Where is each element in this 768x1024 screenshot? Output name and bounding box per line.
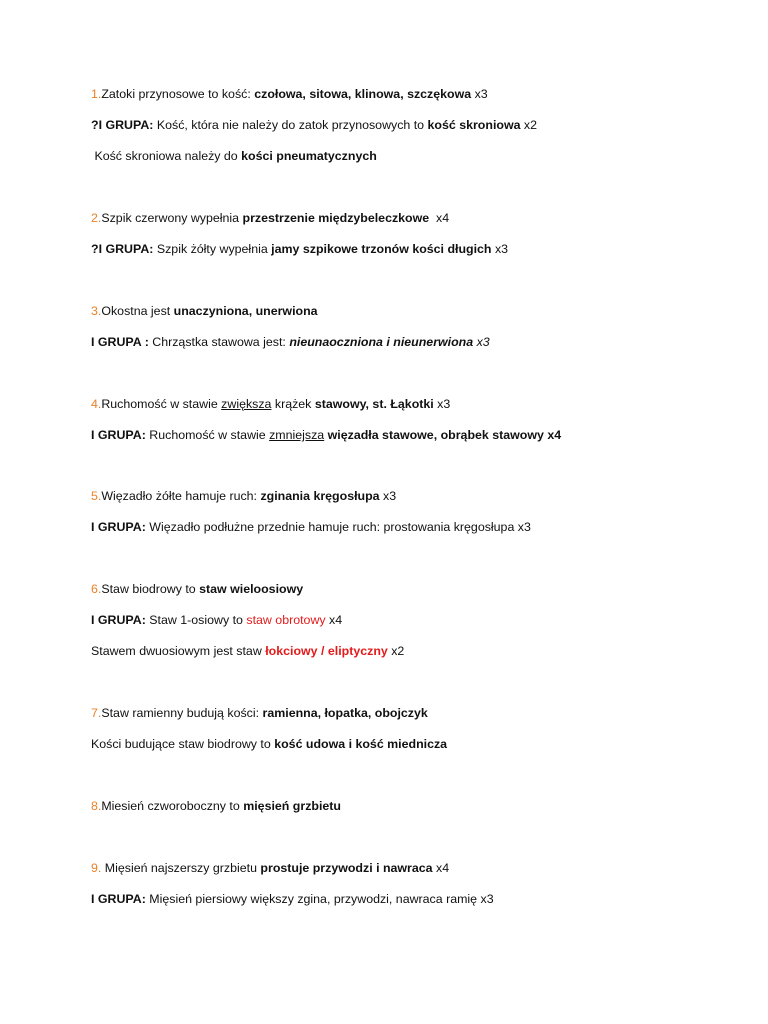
group-label: I GRUPA: bbox=[91, 520, 146, 534]
group-label: I GRUPA: bbox=[91, 613, 146, 627]
item-1-statement: 1.Zatoki przynosowe to kość: czołowa, sitowa, klinowa, szczękowa x3 bbox=[91, 87, 488, 101]
item-2-statement: 2.Szpik czerwony wypełnia przestrzenie międzybeleczkowe x4 bbox=[91, 211, 450, 225]
group-label: ?I GRUPA: bbox=[91, 118, 154, 132]
item-1-note: Kość skroniowa należy do kości pneumatycznych bbox=[91, 149, 377, 163]
item-number: 1. bbox=[91, 87, 102, 101]
item-5-group-statement: I GRUPA: Więzadło podłużne przednie hamuje ruch: prostowania kręgosłupa x3 bbox=[91, 520, 531, 534]
group-label: I GRUPA : bbox=[91, 335, 149, 349]
item-1-group-statement: ?I GRUPA: Kość, która nie należy do zatok przynosowych to kość skroniowa x2 bbox=[91, 118, 538, 132]
item-5-statement: 5.Więzadło żółte hamuje ruch: zginania kręgosłupa x3 bbox=[91, 489, 397, 503]
item-6-note: Stawem dwuosiowym jest staw łokciowy / eliptyczny x2 bbox=[91, 644, 405, 658]
item-2-group-statement: ?I GRUPA: Szpik żółty wypełnia jamy szpikowe trzonów kości długich x3 bbox=[91, 242, 509, 256]
item-number: 4. bbox=[91, 397, 102, 411]
item-number: 3. bbox=[91, 304, 102, 318]
group-label: I GRUPA: bbox=[91, 428, 146, 442]
item-9-statement: 9. Mięsień najszerszy grzbietu prostuje przywodzi i nawraca x4 bbox=[91, 861, 450, 875]
item-number: 2. bbox=[91, 211, 102, 225]
item-6-group-statement: I GRUPA: Staw 1-osiowy to staw obrotowy x4 bbox=[91, 613, 343, 627]
group-label: I GRUPA: bbox=[91, 892, 146, 906]
item-8-statement: 8.Miesień czworoboczny to mięsień grzbietu bbox=[91, 799, 341, 813]
item-3-statement: 3.Okostna jest unaczyniona, unerwiona bbox=[91, 304, 318, 318]
item-6-statement: 6.Staw biodrowy to staw wieloosiowy bbox=[91, 582, 304, 596]
item-7-statement: 7.Staw ramienny budują kości: ramienna, łopatka, obojczyk bbox=[91, 706, 428, 720]
item-number: 5. bbox=[91, 489, 102, 503]
item-number: 8. bbox=[91, 799, 102, 813]
group-label: ?I GRUPA: bbox=[91, 242, 154, 256]
item-4-statement: 4.Ruchomość w stawie zwiększa krążek stawowy, st. Łąkotki x3 bbox=[91, 397, 451, 411]
item-3-group-statement: I GRUPA : Chrząstka stawowa jest: nieunaoczniona i nieunerwiona x3 bbox=[91, 335, 490, 349]
item-7-note: Kości budujące staw biodrowy to kość udowa i kość miednicza bbox=[91, 737, 448, 751]
item-number: 6. bbox=[91, 582, 102, 596]
item-number: 7. bbox=[91, 706, 102, 720]
item-4-group-statement: I GRUPA: Ruchomość w stawie zmniejsza więzadła stawowe, obrąbek stawowy x4 bbox=[91, 428, 562, 442]
item-number: 9. bbox=[91, 861, 105, 875]
item-9-group-statement: I GRUPA: Mięsień piersiowy większy zgina, przywodzi, nawraca ramię x3 bbox=[91, 892, 494, 906]
